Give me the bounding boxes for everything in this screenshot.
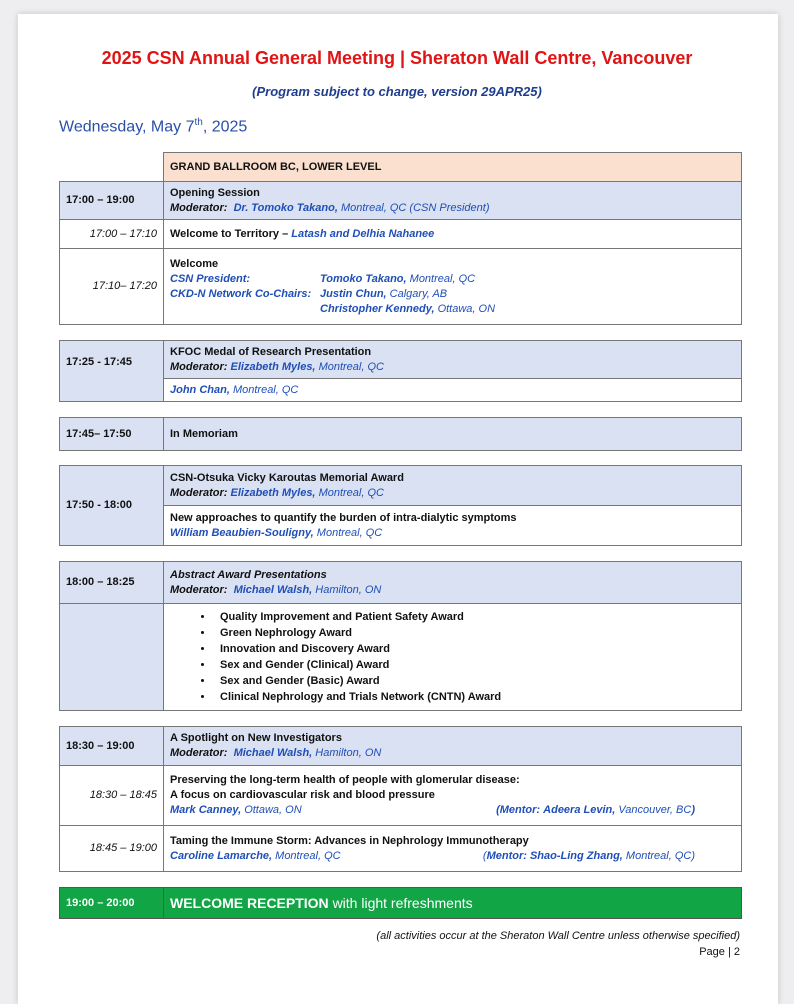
page-number: Page | 2 (699, 946, 740, 958)
reception-table (59, 887, 742, 919)
abstract-time: 18:00 – 18:25 (60, 562, 164, 604)
talk2-cell: Taming the Immune Storm: Advances in Nephrology Immunotherapy Caroline Lamarche, Montreal, QC (Mentor: Shao-Ling Zhang, Montreal, QC) (164, 826, 742, 872)
list-item: • Green Nephrology Award (214, 625, 735, 641)
spotlight-cell: A Spotlight on New Investigators Moderator: Michael Walsh, Hamilton, ON (164, 727, 742, 766)
list-item: • Quality Improvement and Patient Safety Award (214, 609, 735, 625)
day-heading: Wednesday, May 7th, 2025 (59, 117, 248, 136)
territory-time: 17:00 – 17:10 (60, 220, 164, 249)
opening-cell: Opening Session Moderator: Dr. Tomoko Takano, Montreal, QC (CSN President) (164, 182, 742, 220)
memoriam-table (59, 417, 742, 451)
abstract-table (59, 561, 742, 711)
spotlight-table (59, 726, 742, 872)
otsuka-talk: New approaches to quantify the burden of intra-dialytic symptoms William Beaubien-Souligny, Montreal, QC (164, 506, 742, 546)
talk1-time: 18:30 – 18:45 (60, 766, 164, 826)
kfoc-time: 17:25 - 17:45 (60, 341, 164, 402)
otsuka-table (59, 465, 742, 546)
talk2-time: 18:45 – 19:00 (60, 826, 164, 872)
otsuka-time: 17:50 - 18:00 (60, 466, 164, 546)
page-title: 2025 CSN Annual General Meeting | Sheraton Wall Centre, Vancouver (101, 48, 693, 68)
otsuka-cell: CSN-Otsuka Vicky Karoutas Memorial Award Moderator: Elizabeth Myles, Montreal, QC (164, 466, 742, 506)
list-item: • Clinical Nephrology and Trials Network (CNTN) Award (214, 689, 735, 705)
room-header: GRAND BALLROOM BC, LOWER LEVEL (164, 153, 742, 182)
awards-list (170, 609, 735, 705)
list-item: • Sex and Gender (Clinical) Award (214, 657, 735, 673)
abstract-cell: Abstract Award Presentations Moderator: Michael Walsh, Hamilton, ON (164, 562, 742, 604)
talk1-cell: Preserving the long-term health of people with glomerular disease: A focus on cardiovascular risk and blood pressure Mark Canney, Ottawa, ON (Mentor: Adeera Levin, Vancouver, BC) (164, 766, 742, 826)
awards-list-cell (164, 604, 742, 711)
kfoc-table (59, 340, 742, 402)
list-item: • Sex and Gender (Basic) Award (214, 673, 735, 689)
welcome-cell: Welcome CSN President: Tomoko Takano, Montreal, QC CKD-N Network Co-Chairs: Justin Chun, Calgary, AB Christopher Kennedy, Ottawa, ON (164, 249, 742, 325)
list-item: • Innovation and Discovery Award (214, 641, 735, 657)
abstract-blank (60, 604, 164, 711)
opening-time: 17:00 – 19:00 (60, 182, 164, 220)
page-subtitle: (Program subject to change, version 29APR25) (252, 84, 542, 99)
opening-session-table (59, 152, 742, 325)
reception-cell: WELCOME RECEPTION with light refreshments (164, 888, 742, 919)
kfoc-recipient: John Chan, Montreal, QC (164, 379, 742, 402)
spotlight-time: 18:30 – 19:00 (60, 727, 164, 766)
footnote: (all activities occur at the Sheraton Wall Centre unless otherwise specified) (376, 930, 740, 942)
reception-time: 19:00 – 20:00 (60, 888, 164, 919)
kfoc-cell: KFOC Medal of Research Presentation Moderator: Elizabeth Myles, Montreal, QC (164, 341, 742, 379)
territory-cell: Welcome to Territory – Latash and Delhia Nahanee (164, 220, 742, 249)
memoriam-time: 17:45– 17:50 (60, 418, 164, 451)
memoriam-title: In Memoriam (164, 418, 742, 451)
welcome-time: 17:10– 17:20 (60, 249, 164, 325)
